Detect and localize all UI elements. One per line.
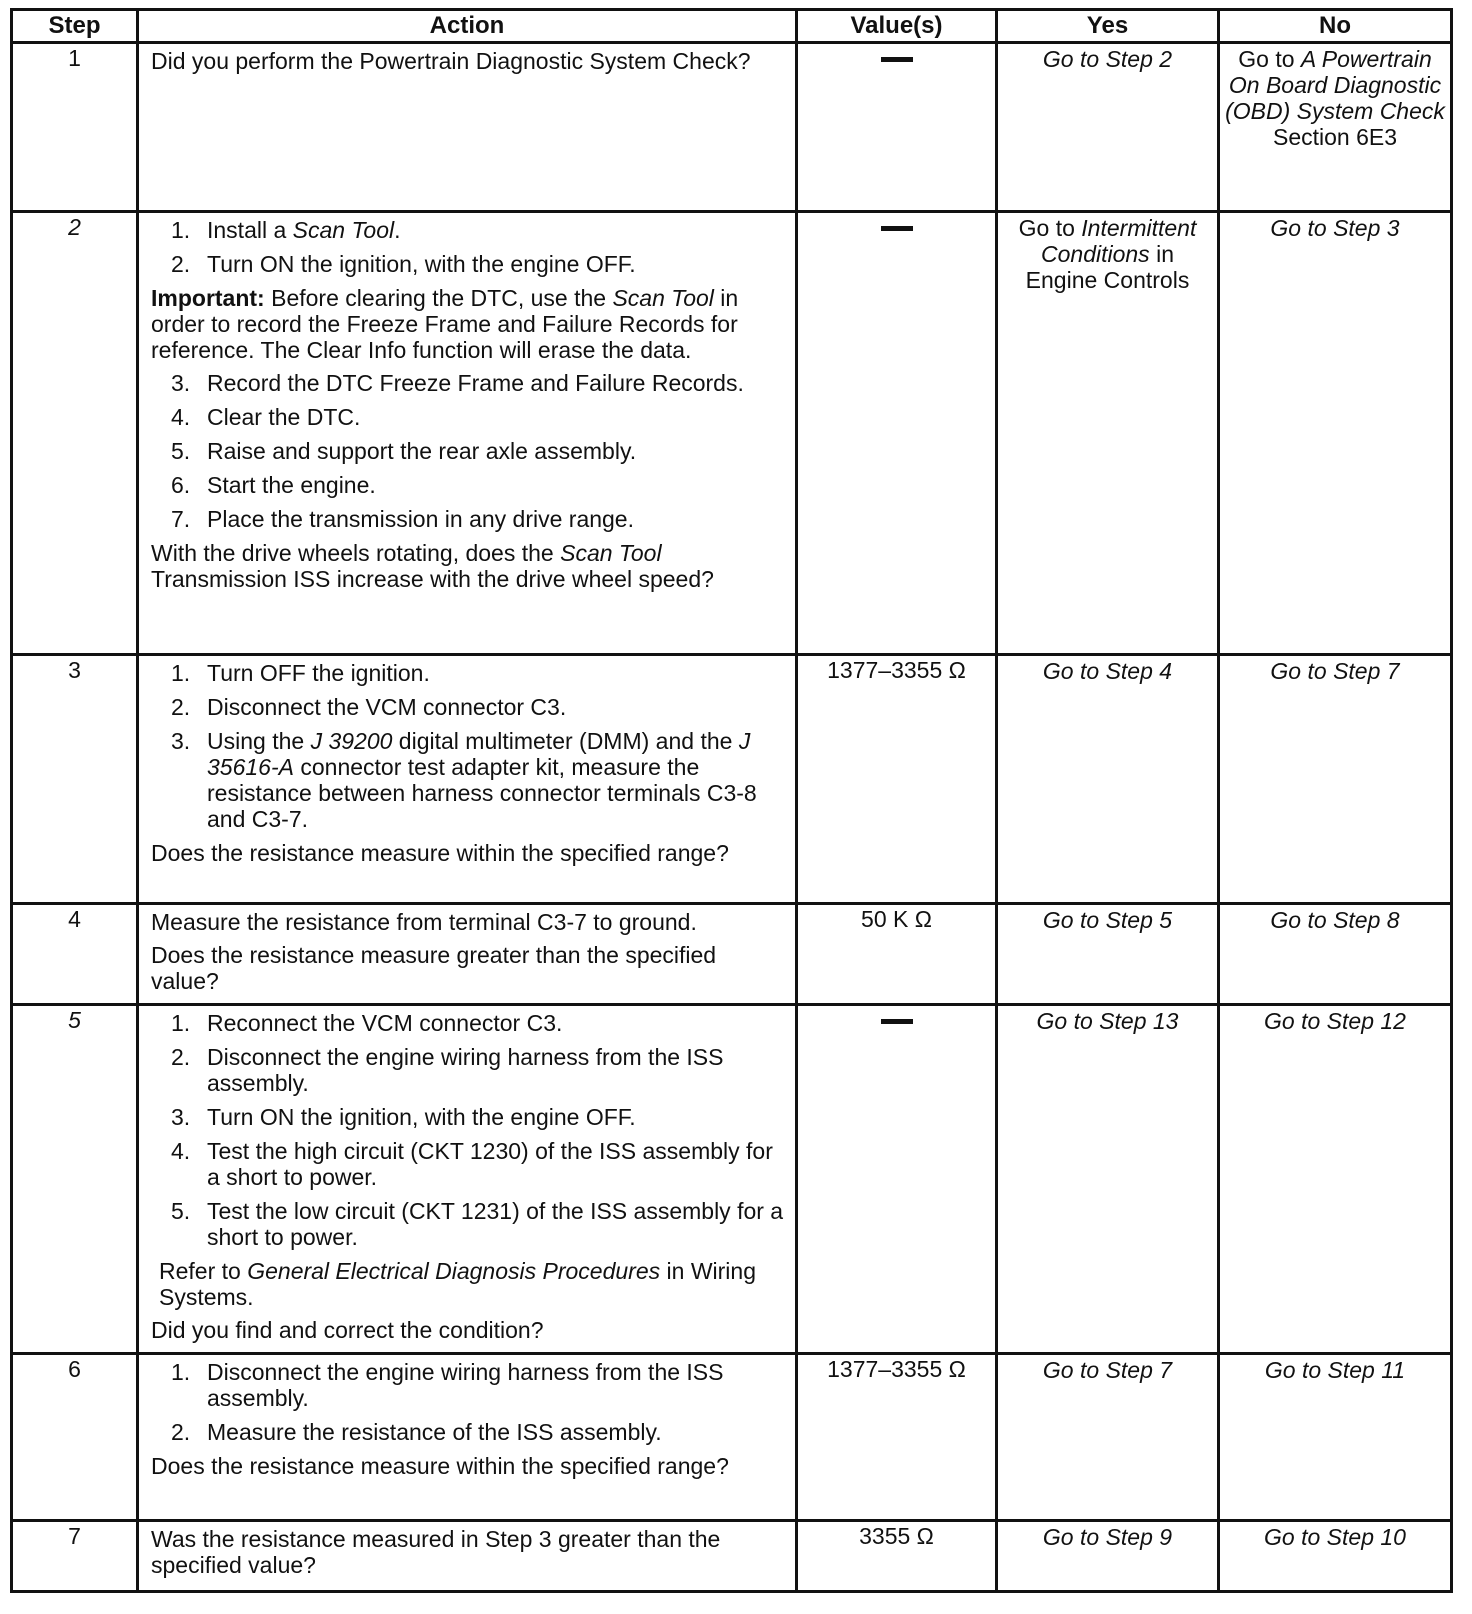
step-number: 6 [12, 1354, 138, 1521]
list-item: 7. Place the transmission in any drive range. [171, 506, 634, 532]
table-row [12, 1354, 1452, 1521]
table-row [12, 43, 1452, 212]
action-cell [138, 43, 797, 212]
list-item: 3. Turn ON the ignition, with the engine OFF. [171, 1104, 636, 1130]
yes-link[interactable]: Intermittent [1081, 215, 1197, 241]
no-cell [1219, 43, 1452, 212]
action-steps [151, 370, 787, 532]
value-cell [797, 212, 997, 655]
dash-icon [881, 1019, 913, 1024]
action-text: Measure the resistance from terminal C3-7 to ground. [151, 909, 697, 935]
action-steps [151, 1359, 787, 1445]
list-item: 2. Measure the resistance of the ISS assembly. [171, 1419, 662, 1445]
no-text-pre: Go to [1238, 46, 1301, 72]
action-cell [138, 904, 797, 1005]
action-steps [151, 1010, 787, 1250]
question-text: With the drive wheels rotating, does the Scan Tool Transmission ISS increase with the drive wheel speed? [151, 540, 714, 592]
yes-cell [997, 655, 1219, 904]
yes-link[interactable]: Go to Step 4 [1042, 658, 1173, 684]
reference-note: Refer to General Electrical Diagnosis Procedures in Wiring Systems. [159, 1258, 756, 1310]
table-row [12, 1005, 1452, 1354]
header-yes: Yes [997, 10, 1219, 43]
no-link-italic[interactable]: A Powertrain On Board Diagnostic (OBD) System Check [1225, 46, 1445, 124]
yes-link[interactable]: Go to Step 13 [1036, 1008, 1179, 1034]
dash-icon [881, 226, 913, 231]
step-number: 3 [12, 655, 138, 904]
list-item: 1. Reconnect the VCM connector C3. [171, 1010, 563, 1036]
no-link[interactable]: Go to Step 7 [1270, 658, 1400, 684]
action-cell [138, 1005, 797, 1354]
header-no: No [1219, 10, 1452, 43]
no-cell [1219, 1354, 1452, 1521]
no-cell [1219, 655, 1452, 904]
action-steps [151, 217, 787, 277]
list-item: 1. Install a Scan Tool. [171, 217, 401, 243]
question-text: Does the resistance measure within the specified range? [151, 1453, 729, 1479]
table-row [12, 212, 1452, 655]
value-cell: 1377–3355 Ω [797, 655, 997, 904]
no-link[interactable]: Go to Step 11 [1264, 1357, 1406, 1383]
yes-cell [997, 904, 1219, 1005]
step-number: 2 [12, 212, 138, 655]
table-row [12, 655, 1452, 904]
header-step: Step [12, 10, 138, 43]
step-number: 5 [12, 1005, 138, 1354]
list-item: 3. Record the DTC Freeze Frame and Failure Records. [171, 370, 744, 396]
no-cell [1219, 904, 1452, 1005]
action-cell [138, 1354, 797, 1521]
no-link[interactable]: Go to Step 8 [1270, 907, 1400, 933]
step-number: 1 [12, 43, 138, 212]
yes-cell [997, 43, 1219, 212]
list-item: 6. Start the engine. [171, 472, 376, 498]
question-text: Did you find and correct the condition? [151, 1317, 544, 1343]
table-row [12, 904, 1452, 1005]
list-item: 3. Using the J 39200 digital multimeter (DMM) and the J 35616-A connector test adapter kit, measure the resistance between harness connector terminals C3-8 and C3-7. [171, 728, 757, 832]
yes-cell [997, 1354, 1219, 1521]
header-action: Action [138, 10, 797, 43]
list-item: 4. Clear the DTC. [171, 404, 361, 430]
question-text: Does the resistance measure within the specified range? [151, 840, 729, 866]
header-values: Value(s) [797, 10, 997, 43]
yes-link[interactable]: Go to Step 2 [1042, 46, 1173, 72]
no-link[interactable]: Go to Step 12 [1264, 1008, 1406, 1034]
list-item: 4. Test the high circuit (CKT 1230) of the ISS assembly for a short to power. [171, 1138, 773, 1190]
dash-icon [881, 57, 913, 62]
yes-cell [997, 1521, 1219, 1592]
list-item: 5. Raise and support the rear axle assembly. [171, 438, 637, 464]
list-item: 5. Test the low circuit (CKT 1231) of the ISS assembly for a short to power. [171, 1198, 784, 1250]
value-cell [797, 1005, 997, 1354]
list-item: 1. Turn OFF the ignition. [171, 660, 430, 686]
no-cell [1219, 1005, 1452, 1354]
important-note: Important: Before clearing the DTC, use the Scan Tool in order to record the Freeze Frame and Failure Records for reference. The Clear Info function will erase the data. [151, 285, 739, 363]
yes-link[interactable]: Go to Step 9 [1042, 1524, 1173, 1550]
yes-link[interactable]: Conditions [1041, 241, 1150, 267]
question-text: Did you perform the Powertrain Diagnostic System Check? [151, 48, 751, 74]
no-link[interactable]: Go to Step 10 [1264, 1524, 1406, 1550]
yes-link[interactable]: Go to Step 7 [1042, 1357, 1173, 1383]
yes-cell: Go to Intermittent Conditions in Engine Controls [997, 212, 1219, 655]
value-cell: 3355 Ω [797, 1521, 997, 1592]
value-cell [797, 43, 997, 212]
header-row [12, 10, 1452, 43]
list-item: 2. Disconnect the VCM connector C3. [171, 694, 567, 720]
no-cell [1219, 1521, 1452, 1592]
action-cell [138, 212, 797, 655]
value-cell: 50 K Ω [797, 904, 997, 1005]
list-item: 2. Disconnect the engine wiring harness from the ISS assembly. [171, 1044, 724, 1096]
yes-link[interactable]: Go to Step 5 [1042, 907, 1173, 933]
action-cell [138, 655, 797, 904]
yes-cell [997, 1005, 1219, 1354]
no-cell [1219, 212, 1452, 655]
diagnostic-table [10, 8, 1453, 1593]
action-steps [151, 660, 787, 832]
step-number: 4 [12, 904, 138, 1005]
list-item: 2. Turn ON the ignition, with the engine OFF. [171, 251, 636, 277]
no-link[interactable]: Go to Step 3 [1270, 215, 1400, 241]
question-text: Was the resistance measured in Step 3 greater than the specified value? [151, 1526, 721, 1578]
list-item: 1. Disconnect the engine wiring harness from the ISS assembly. [171, 1359, 724, 1411]
table-row [12, 1521, 1452, 1592]
no-text-post: Section 6E3 [1272, 124, 1398, 150]
action-cell [138, 1521, 797, 1592]
value-cell: 1377–3355 Ω [797, 1354, 997, 1521]
question-text: Does the resistance measure greater than the specified value? [151, 942, 717, 994]
step-number: 7 [12, 1521, 138, 1592]
